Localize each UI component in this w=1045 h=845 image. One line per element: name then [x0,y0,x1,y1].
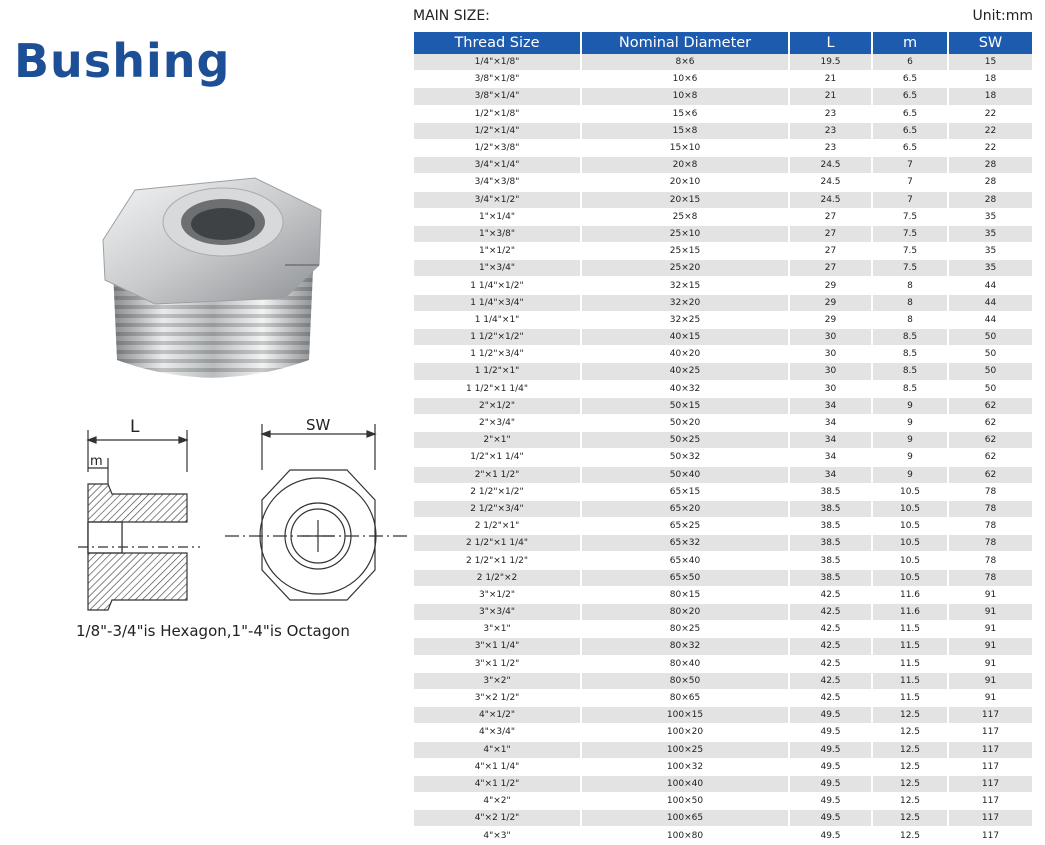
m-cell: 6.5 [872,71,948,88]
table-header-row [414,32,1032,54]
thread-size-cell: 2"×3/4" [414,414,581,431]
thread-size-cell: 1/4"×1/8" [414,54,581,71]
table-row [414,432,1032,449]
table-row [414,346,1032,363]
table-row [414,672,1032,689]
table-row [414,397,1032,414]
nominal-diameter-cell: 80×40 [581,655,789,672]
nominal-diameter-cell: 25×8 [581,208,789,225]
m-cell: 9 [872,466,948,483]
nominal-diameter-cell: 80×15 [581,586,789,603]
nominal-diameter-cell: 50×25 [581,432,789,449]
l-cell: 49.5 [789,724,872,741]
sw-cell: 50 [948,346,1032,363]
l-cell: 42.5 [789,672,872,689]
nominal-diameter-cell: 50×32 [581,449,789,466]
sw-cell: 78 [948,569,1032,586]
l-cell: 49.5 [789,775,872,792]
sw-cell: 44 [948,311,1032,328]
table-row [414,604,1032,621]
l-cell: 27 [789,225,872,242]
thread-size-cell: 2"×1 1/2" [414,466,581,483]
thread-size-cell: 1 1/4"×3/4" [414,294,581,311]
thread-size-cell: 3/4"×1/4" [414,157,581,174]
m-cell: 11.6 [872,604,948,621]
thread-size-cell: 3"×2 1/2" [414,689,581,706]
l-cell: 27 [789,260,872,277]
m-cell: 8.5 [872,346,948,363]
thread-size-cell: 1 1/4"×1" [414,311,581,328]
nominal-diameter-cell: 80×20 [581,604,789,621]
sw-cell: 78 [948,535,1032,552]
l-cell: 23 [789,122,872,139]
table-row [414,277,1032,294]
sw-cell: 117 [948,775,1032,792]
sw-cell: 50 [948,363,1032,380]
m-cell: 6.5 [872,139,948,156]
m-label: m [90,454,103,469]
nominal-diameter-cell: 65×32 [581,535,789,552]
nominal-diameter-cell: 40×25 [581,363,789,380]
l-cell: 42.5 [789,655,872,672]
nominal-diameter-cell: 80×32 [581,638,789,655]
sw-label: SW [306,416,331,434]
table-row [414,775,1032,792]
m-cell: 8 [872,311,948,328]
sw-cell: 117 [948,741,1032,758]
l-cell: 42.5 [789,621,872,638]
table-row [414,139,1032,156]
nominal-diameter-cell: 20×10 [581,174,789,191]
thread-size-cell: 3"×1 1/4" [414,638,581,655]
sw-cell: 91 [948,621,1032,638]
table-row [414,363,1032,380]
sw-cell: 78 [948,552,1032,569]
nominal-diameter-cell: 40×20 [581,346,789,363]
sw-cell: 28 [948,174,1032,191]
l-cell: 34 [789,432,872,449]
sw-cell: 35 [948,208,1032,225]
table-row [414,54,1032,71]
l-cell: 30 [789,363,872,380]
sw-cell: 117 [948,724,1032,741]
m-cell: 7.5 [872,243,948,260]
sw-cell: 62 [948,449,1032,466]
table-row [414,810,1032,827]
l-cell: 30 [789,346,872,363]
l-cell: 38.5 [789,518,872,535]
nominal-diameter-cell: 10×8 [581,88,789,105]
nominal-diameter-cell: 25×15 [581,243,789,260]
l-cell: 49.5 [789,707,872,724]
nominal-diameter-cell: 100×50 [581,793,789,810]
thread-size-cell: 4"×1 1/4" [414,758,581,775]
nominal-diameter-cell: 65×25 [581,518,789,535]
thread-size-cell: 1 1/2"×1/2" [414,329,581,346]
size-table [414,32,1032,845]
table-row [414,518,1032,535]
thread-size-cell: 4"×1/2" [414,707,581,724]
m-cell: 12.5 [872,810,948,827]
front-view [225,424,410,600]
nominal-diameter-cell: 32×15 [581,277,789,294]
thread-size-cell: 1"×3/8" [414,225,581,242]
sw-cell: 117 [948,707,1032,724]
l-cell: 24.5 [789,191,872,208]
m-cell: 10.5 [872,535,948,552]
table-row [414,380,1032,397]
m-cell: 11.5 [872,672,948,689]
sw-cell: 44 [948,277,1032,294]
m-cell: 8.5 [872,363,948,380]
table-row [414,793,1032,810]
sw-cell: 62 [948,432,1032,449]
l-cell: 38.5 [789,569,872,586]
thread-size-cell: 2 1/2"×2 [414,569,581,586]
table-heading: MAIN SIZE: [413,8,490,24]
m-cell: 9 [872,432,948,449]
m-cell: 6.5 [872,88,948,105]
thread-size-cell: 1/2"×3/8" [414,139,581,156]
length-label: L [130,417,140,437]
m-cell: 8 [872,294,948,311]
sw-cell: 117 [948,810,1032,827]
m-cell: 8 [872,277,948,294]
m-cell: 11.6 [872,586,948,603]
thread-size-cell: 4"×2 1/2" [414,810,581,827]
thread-size-cell: 2 1/2"×1" [414,518,581,535]
col-nominal-diameter: Nominal Diameter [581,32,789,54]
nominal-diameter-cell: 100×65 [581,810,789,827]
sw-cell: 44 [948,294,1032,311]
nominal-diameter-cell: 50×20 [581,414,789,431]
sw-cell: 50 [948,380,1032,397]
bushing-photo [95,170,335,385]
nominal-diameter-cell: 20×15 [581,191,789,208]
table-row [414,122,1032,139]
sw-cell: 28 [948,191,1032,208]
m-cell: 12.5 [872,793,948,810]
m-cell: 6.5 [872,105,948,122]
col-sw: SW [948,32,1032,54]
m-cell: 12.5 [872,758,948,775]
nominal-diameter-cell: 40×32 [581,380,789,397]
thread-size-cell: 1 1/2"×1 1/4" [414,380,581,397]
l-cell: 30 [789,329,872,346]
thread-size-cell: 1/2"×1/8" [414,105,581,122]
nominal-diameter-cell: 80×50 [581,672,789,689]
m-cell: 10.5 [872,518,948,535]
thread-size-cell: 2"×1" [414,432,581,449]
l-cell: 49.5 [789,758,872,775]
sw-cell: 117 [948,827,1032,844]
sw-cell: 91 [948,689,1032,706]
m-cell: 6.5 [872,122,948,139]
table-row [414,208,1032,225]
nominal-diameter-cell: 100×40 [581,775,789,792]
l-cell: 30 [789,380,872,397]
thread-size-cell: 3/4"×1/2" [414,191,581,208]
thread-size-cell: 1 1/4"×1/2" [414,277,581,294]
table-row [414,621,1032,638]
thread-size-cell: 1"×1/2" [414,243,581,260]
l-cell: 42.5 [789,604,872,621]
l-cell: 42.5 [789,586,872,603]
m-cell: 11.5 [872,621,948,638]
nominal-diameter-cell: 100×80 [581,827,789,844]
table-row [414,466,1032,483]
sw-cell: 50 [948,329,1032,346]
thread-size-cell: 2 1/2"×3/4" [414,500,581,517]
m-cell: 8.5 [872,329,948,346]
table-row [414,552,1032,569]
l-cell: 34 [789,449,872,466]
l-cell: 42.5 [789,689,872,706]
l-cell: 29 [789,311,872,328]
table-row [414,827,1032,844]
m-cell: 9 [872,449,948,466]
l-cell: 23 [789,139,872,156]
table-row [414,225,1032,242]
table-row [414,689,1032,706]
m-cell: 7 [872,174,948,191]
l-cell: 21 [789,88,872,105]
nominal-diameter-cell: 65×40 [581,552,789,569]
m-cell: 6 [872,54,948,71]
m-cell: 11.5 [872,655,948,672]
table-row [414,157,1032,174]
nominal-diameter-cell: 100×20 [581,724,789,741]
l-cell: 49.5 [789,810,872,827]
sw-cell: 15 [948,54,1032,71]
sw-cell: 91 [948,586,1032,603]
nominal-diameter-cell: 50×15 [581,397,789,414]
sw-cell: 62 [948,466,1032,483]
table-row [414,311,1032,328]
thread-size-cell: 1 1/2"×1" [414,363,581,380]
l-cell: 42.5 [789,638,872,655]
l-cell: 29 [789,294,872,311]
nominal-diameter-cell: 40×15 [581,329,789,346]
sw-cell: 22 [948,105,1032,122]
thread-size-cell: 3"×2" [414,672,581,689]
nominal-diameter-cell: 80×65 [581,689,789,706]
nominal-diameter-cell: 15×8 [581,122,789,139]
table-row [414,586,1032,603]
l-cell: 34 [789,397,872,414]
table-row [414,741,1032,758]
technical-drawing [70,410,420,625]
table-row [414,655,1032,672]
l-cell: 38.5 [789,500,872,517]
sw-cell: 35 [948,260,1032,277]
sw-cell: 35 [948,243,1032,260]
table-row [414,535,1032,552]
l-cell: 49.5 [789,793,872,810]
shape-caption: 1/8"-3/4"is Hexagon,1"-4"is Octagon [76,622,350,640]
table-row [414,414,1032,431]
thread-size-cell: 1"×3/4" [414,260,581,277]
table-row [414,707,1032,724]
m-cell: 7.5 [872,208,948,225]
thread-size-cell: 3"×1" [414,621,581,638]
thread-size-cell: 1/2"×1/4" [414,122,581,139]
table-row [414,500,1032,517]
thread-size-cell: 1/2"×1 1/4" [414,449,581,466]
table-row [414,105,1032,122]
sw-cell: 91 [948,638,1032,655]
unit-label: Unit:mm [972,8,1033,24]
table-row [414,294,1032,311]
thread-size-cell: 3/8"×1/8" [414,71,581,88]
nominal-diameter-cell: 100×25 [581,741,789,758]
table-row [414,243,1032,260]
thread-size-cell: 4"×3/4" [414,724,581,741]
table-row [414,174,1032,191]
sw-cell: 78 [948,518,1032,535]
table-row [414,191,1032,208]
thread-size-cell: 4"×1 1/2" [414,775,581,792]
table-row [414,724,1032,741]
m-cell: 10.5 [872,500,948,517]
m-cell: 7.5 [872,225,948,242]
table-row [414,758,1032,775]
nominal-diameter-cell: 65×50 [581,569,789,586]
thread-size-cell: 2 1/2"×1/2" [414,483,581,500]
col-l: L [789,32,872,54]
thread-size-cell: 3/8"×1/4" [414,88,581,105]
thread-size-cell: 3/4"×3/8" [414,174,581,191]
sw-cell: 91 [948,604,1032,621]
sw-cell: 18 [948,88,1032,105]
thread-size-cell: 1"×1/4" [414,208,581,225]
thread-size-cell: 2"×1/2" [414,397,581,414]
thread-size-cell: 2 1/2"×1 1/2" [414,552,581,569]
m-cell: 12.5 [872,775,948,792]
m-cell: 9 [872,397,948,414]
l-cell: 24.5 [789,174,872,191]
table-row [414,71,1032,88]
nominal-diameter-cell: 100×32 [581,758,789,775]
m-cell: 11.5 [872,689,948,706]
table-row [414,483,1032,500]
table-row [414,569,1032,586]
thread-size-cell: 1 1/2"×3/4" [414,346,581,363]
m-cell: 12.5 [872,827,948,844]
nominal-diameter-cell: 25×10 [581,225,789,242]
sw-cell: 78 [948,483,1032,500]
l-cell: 34 [789,414,872,431]
m-cell: 10.5 [872,483,948,500]
sw-cell: 62 [948,414,1032,431]
col-thread-size: Thread Size [414,32,581,54]
m-cell: 7.5 [872,260,948,277]
l-cell: 49.5 [789,827,872,844]
m-cell: 7 [872,191,948,208]
nominal-diameter-cell: 15×6 [581,105,789,122]
sw-cell: 117 [948,758,1032,775]
table-body [414,54,1032,844]
table-row [414,449,1032,466]
col-m: m [872,32,948,54]
nominal-diameter-cell: 65×15 [581,483,789,500]
nominal-diameter-cell: 25×20 [581,260,789,277]
thread-size-cell: 2 1/2"×1 1/4" [414,535,581,552]
nominal-diameter-cell: 15×10 [581,139,789,156]
sw-cell: 62 [948,397,1032,414]
nominal-diameter-cell: 10×6 [581,71,789,88]
m-cell: 7 [872,157,948,174]
nominal-diameter-cell: 8×6 [581,54,789,71]
m-cell: 12.5 [872,707,948,724]
nominal-diameter-cell: 80×25 [581,621,789,638]
sw-cell: 78 [948,500,1032,517]
l-cell: 19.5 [789,54,872,71]
l-cell: 27 [789,208,872,225]
sw-cell: 35 [948,225,1032,242]
nominal-diameter-cell: 100×15 [581,707,789,724]
thread-size-cell: 3"×1 1/2" [414,655,581,672]
m-cell: 10.5 [872,552,948,569]
l-cell: 38.5 [789,535,872,552]
nominal-diameter-cell: 50×40 [581,466,789,483]
nominal-diameter-cell: 32×20 [581,294,789,311]
thread-size-cell: 3"×1/2" [414,586,581,603]
l-cell: 49.5 [789,741,872,758]
m-cell: 12.5 [872,724,948,741]
l-cell: 21 [789,71,872,88]
l-cell: 27 [789,243,872,260]
m-cell: 8.5 [872,380,948,397]
thread-size-cell: 3"×3/4" [414,604,581,621]
nominal-diameter-cell: 20×8 [581,157,789,174]
l-cell: 38.5 [789,552,872,569]
thread-size-cell: 4"×3" [414,827,581,844]
m-cell: 10.5 [872,569,948,586]
l-cell: 34 [789,466,872,483]
thread-size-cell: 4"×1" [414,741,581,758]
m-cell: 9 [872,414,948,431]
page-title: Bushing [14,34,231,88]
sw-cell: 117 [948,793,1032,810]
l-cell: 24.5 [789,157,872,174]
nominal-diameter-cell: 65×20 [581,500,789,517]
l-cell: 29 [789,277,872,294]
table-row [414,329,1032,346]
thread-size-cell: 4"×2" [414,793,581,810]
table-row [414,638,1032,655]
table-row [414,260,1032,277]
l-cell: 38.5 [789,483,872,500]
sw-cell: 22 [948,122,1032,139]
l-cell: 23 [789,105,872,122]
sw-cell: 28 [948,157,1032,174]
m-cell: 12.5 [872,741,948,758]
sw-cell: 91 [948,655,1032,672]
m-cell: 11.5 [872,638,948,655]
table-row [414,88,1032,105]
sw-cell: 91 [948,672,1032,689]
nominal-diameter-cell: 32×25 [581,311,789,328]
sw-cell: 22 [948,139,1032,156]
sw-cell: 18 [948,71,1032,88]
